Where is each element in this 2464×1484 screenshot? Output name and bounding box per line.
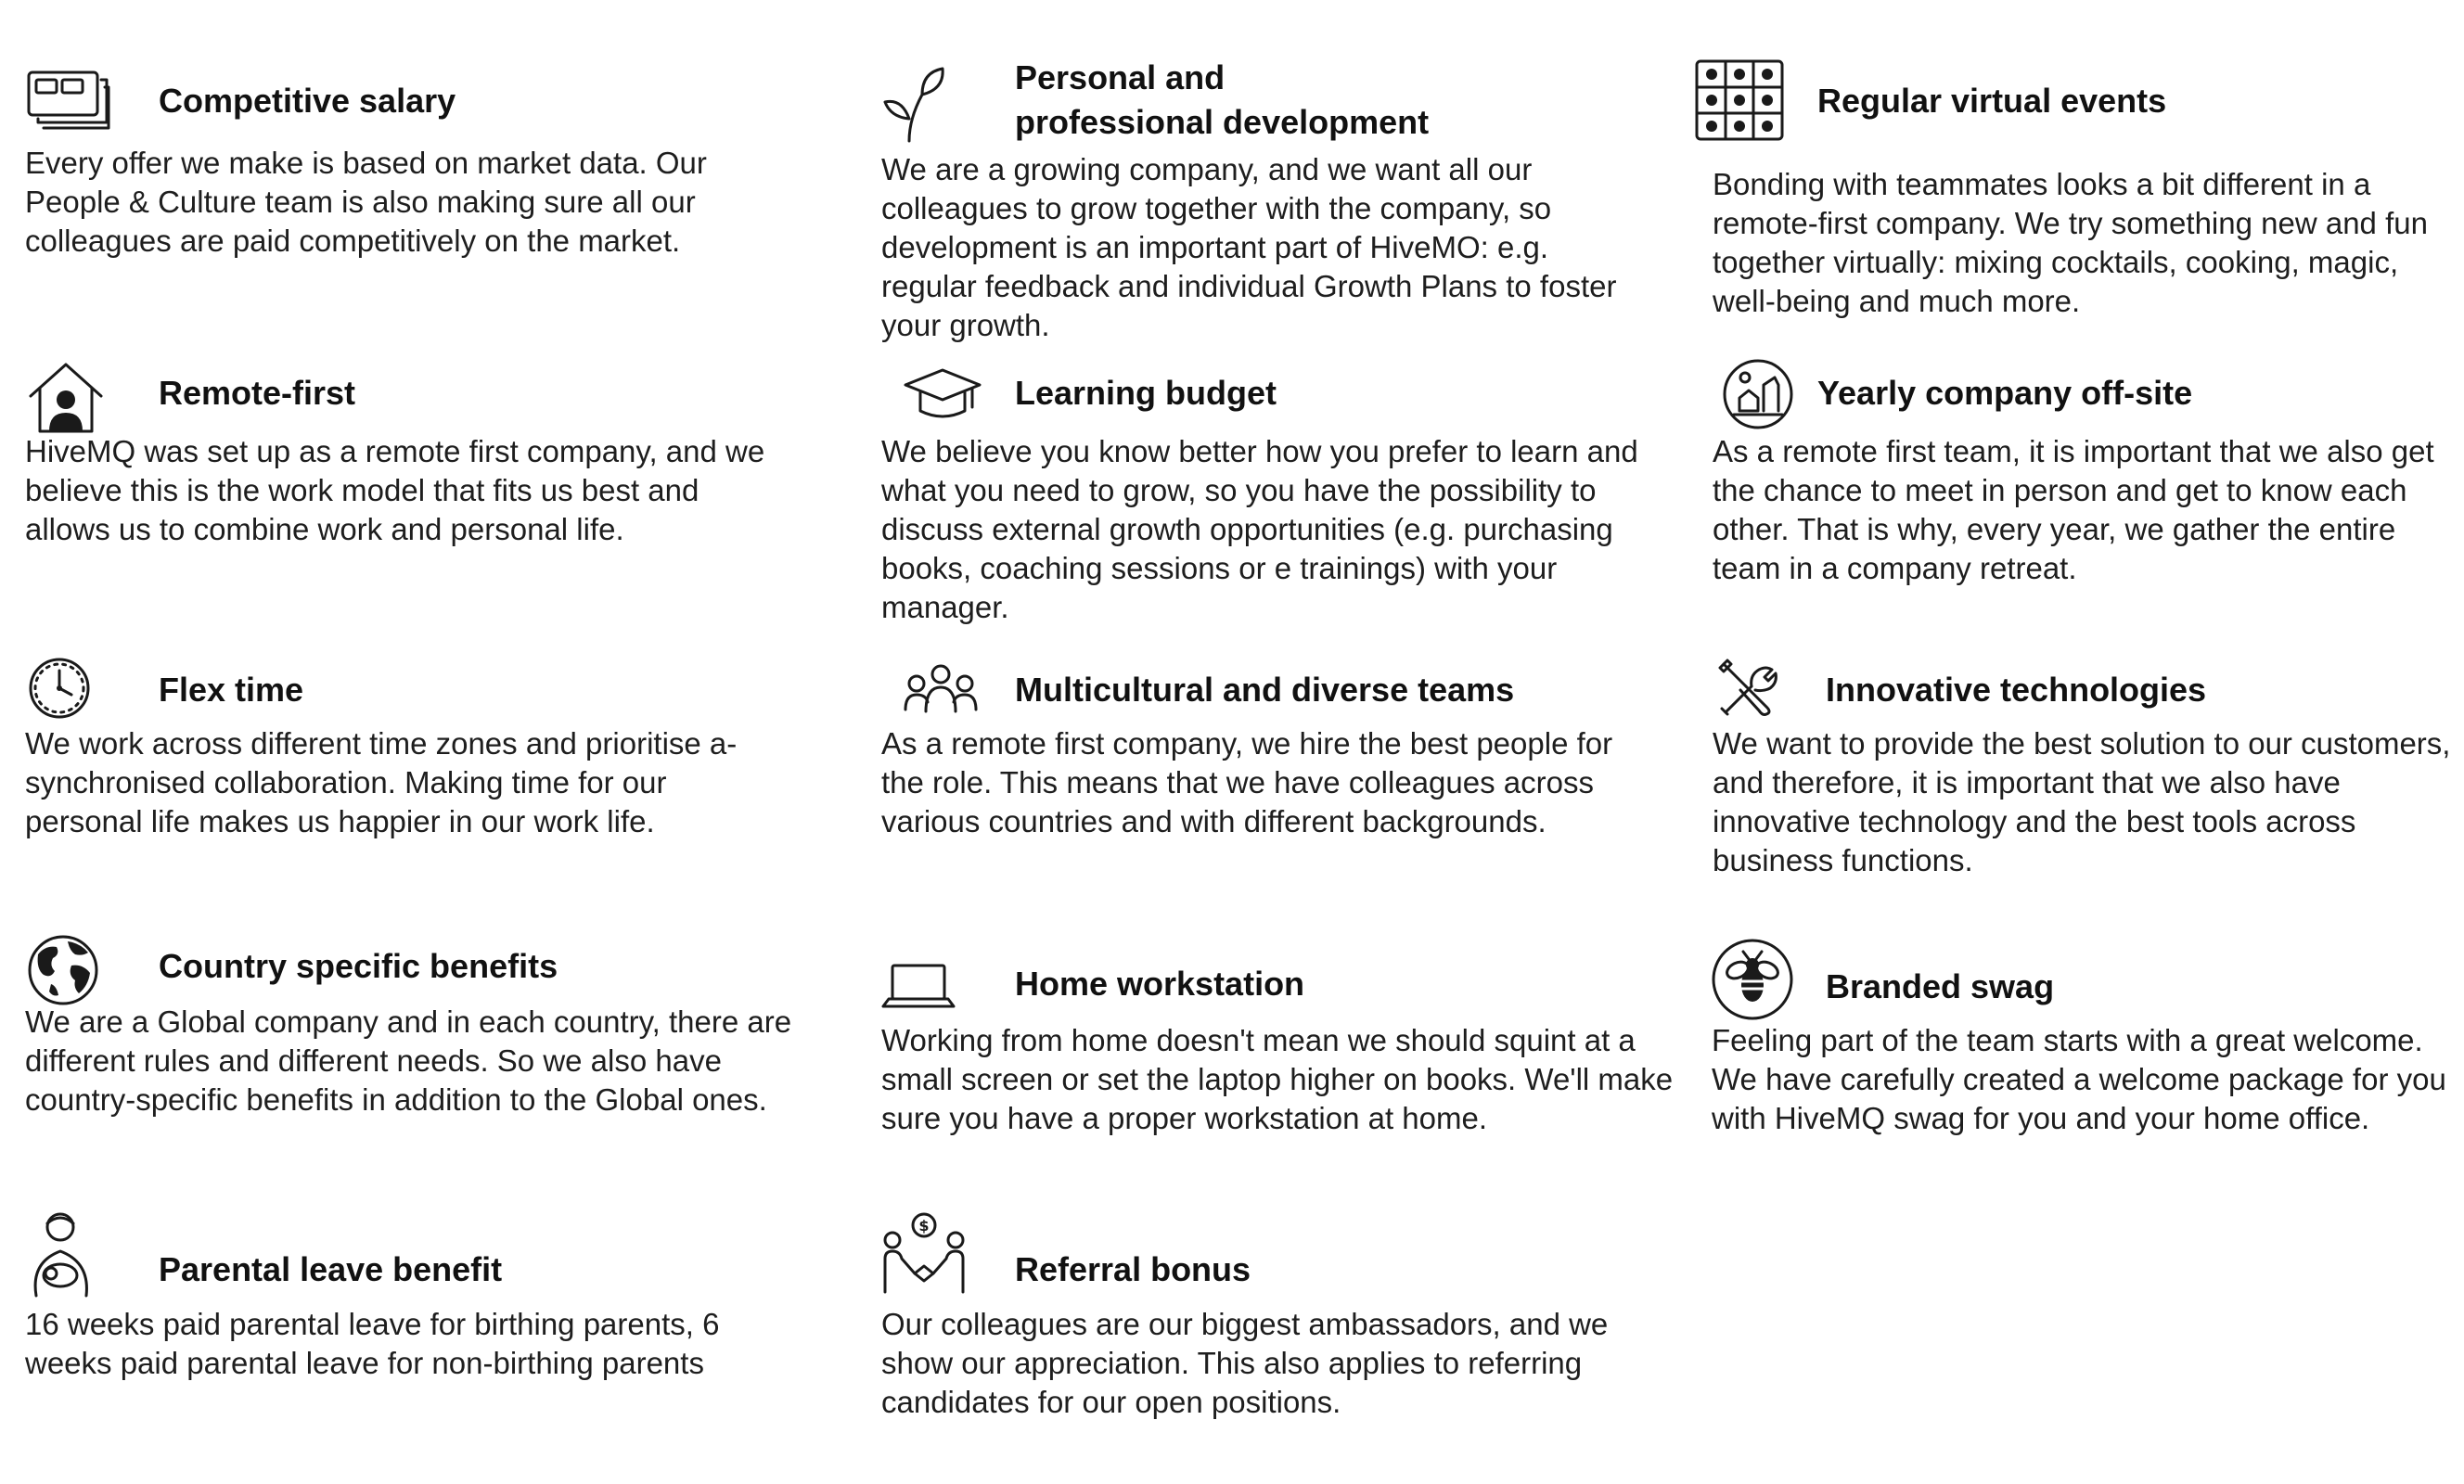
benefit-description: Working from home doesn't mean we should squint at a small screen or set the laptop higher on books. We'll make sure you have a proper workstation at home. [881, 1023, 1674, 1135]
offsite-icon [1721, 357, 1795, 431]
benefit-title: Parental leave benefit [159, 1250, 503, 1288]
bee-icon [1710, 937, 1795, 1022]
home-icon [25, 357, 107, 439]
benefit-description: HiveMQ was set up as a remote first company, and we believe this is the work model that fits us best and allows us to combine work and personal life. [25, 434, 765, 546]
benefit-title: Remote-first [159, 374, 356, 412]
benefit-title: Multicultural and diverse teams [1015, 671, 1515, 709]
benefit-description: 16 weeks paid parental leave for birthing parents, 6 weeks paid parental leave for non-birthing parents [25, 1307, 720, 1380]
svg-text:$: $ [918, 1217, 930, 1235]
benefit-description: As a remote first company, we hire the best people for the role. This means that we have colleagues across various countries and with different backgrounds. [881, 726, 1613, 838]
benefit-description: We are a growing company, and we want all our colleagues to grow together with the company, so development is an important part of HiveMO: e.g. regular feedback and individual Growth Plans to foster your growth. [881, 152, 1617, 342]
clock-icon [25, 654, 94, 723]
benefit-description: Feeling part of the team starts with a great welcome. We have carefully created a welcome package for you with HiveMQ swag for you and your home office. [1712, 1023, 2446, 1135]
benefit-title: Referral bonus [1015, 1250, 1251, 1288]
benefit-description: We believe you know better how you prefer to learn and what you need to grow, so you have the possibility to discuss external growth opportunities (e.g. purchasing books, coaching sessions or e trainings) with your manager. [881, 434, 1638, 624]
benefit-title: Country specific benefits [159, 947, 558, 985]
benefit-description: Bonding with teammates looks a bit different in a remote-first company. We try something new and fun together virtually: mixing cocktails, cooking, magic, well-being and much more. [1713, 167, 2428, 318]
benefit-title: Branded swag [1826, 967, 2055, 1005]
benefit-title: Yearly company off-site [1817, 374, 2193, 412]
benefit-description: We are a Global company and in each country, there are different rules and different needs. So we also have country-specific benefits in addition to the Global ones. [25, 1004, 792, 1117]
plant-icon [881, 63, 948, 143]
graduation-cap-icon [902, 365, 983, 424]
benefit-description: Our colleagues are our biggest ambassadors, and we show our appreciation. This also applies to referring candidates for our open positions. [881, 1307, 1609, 1419]
benefit-title: Innovative technologies [1826, 671, 2207, 709]
benefit-title: Regular virtual events [1817, 82, 2167, 120]
benefit-title: Home workstation [1015, 965, 1305, 1003]
benefit-title: Flex time [159, 671, 304, 709]
referral-icon [881, 1210, 967, 1296]
laptop-icon [881, 960, 956, 1012]
benefit-description: Every offer we make is based on market data. Our People & Culture team is also making sure all our colleagues are paid competitively on the market. [25, 146, 707, 258]
benefit-title: Competitive salary [159, 82, 456, 120]
benefit-title: Personal and [1015, 58, 1226, 96]
benefit-title: professional development [1015, 103, 1430, 141]
globe-icon [25, 932, 101, 1008]
money-icon [25, 65, 110, 132]
benefit-description: As a remote first team, it is important that we also get the chance to meet in person and get to know each other. That is why, every year, we gather the entire team in a company retreat. [1713, 434, 2434, 585]
parent-baby-icon [25, 1210, 99, 1299]
benefit-description: We work across different time zones and prioritise a-synchronised collaboration. Making time for our personal life makes us happier in our work life. [25, 726, 738, 838]
team-icon [904, 661, 978, 717]
benefit-description: We want to provide the best solution to our customers, and therefore, it is important that we also have innovative technology and the best tools across business functions. [1713, 726, 2451, 877]
benefit-title: Learning budget [1015, 374, 1277, 412]
virtual-events-icon [1693, 58, 1786, 143]
tools-icon [1718, 659, 1777, 718]
